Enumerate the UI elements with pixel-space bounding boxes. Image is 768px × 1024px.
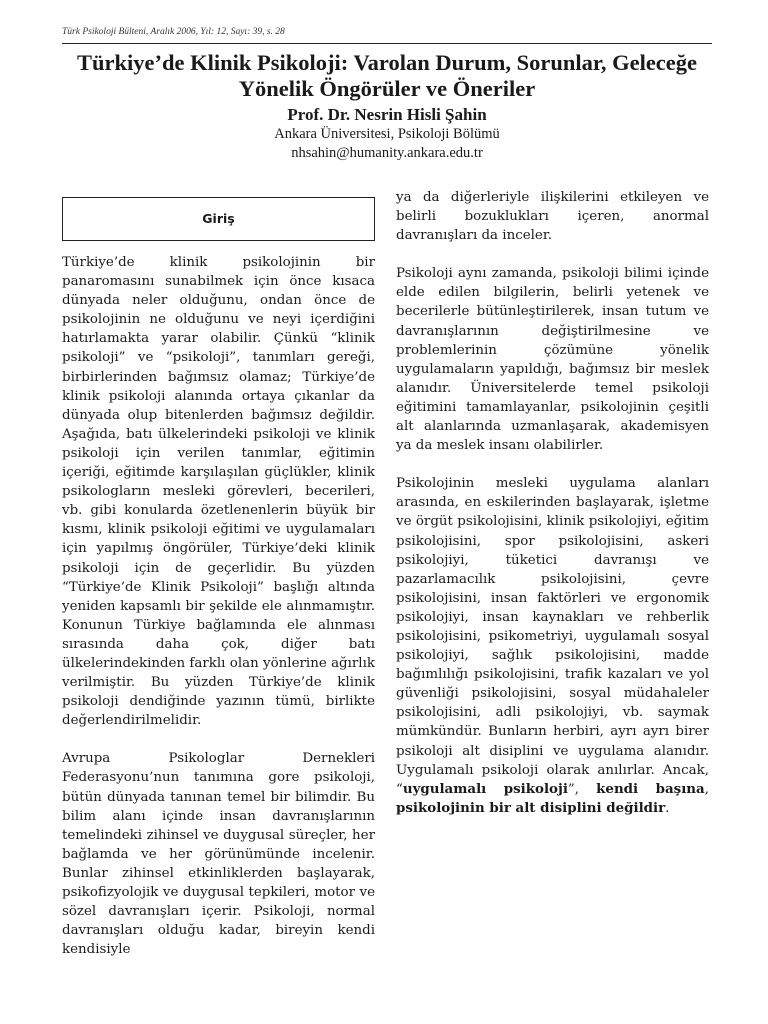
author-email: nhsahin@humanity.ankara.edu.tr <box>291 145 483 161</box>
paragraph-text: ”, <box>567 781 597 797</box>
paragraph-text: , <box>704 781 709 797</box>
bold-phrase: uygulamalı psikoloji <box>402 780 568 797</box>
header-rule <box>62 43 712 44</box>
left-column <box>62 189 375 978</box>
title-block <box>62 50 712 163</box>
paragraph: ya da diğerleriyle ilişkilerini etkileyen ve belirli bozuklukları içeren, anormal davranışları da inceler. <box>396 190 709 244</box>
paragraph <box>396 474 709 818</box>
section-heading-box <box>62 197 375 241</box>
bold-phrase: kendi başına <box>596 780 705 797</box>
author-name: Prof. Dr. Nesrin Hisli Şahin <box>287 105 487 124</box>
author-affiliation: Ankara Üniversitesi, Psikoloji Bölümü <box>274 126 500 142</box>
right-column <box>396 188 709 837</box>
paragraph: Türkiye’de klinik psikolojinin bir panaromasını sunabilmek için önce kısaca dünyada neler olduğunu, ondan önce de psikolojinin ne olduğunu ve neyi içerdiğini hatırlamakta yarar olabilir. Çünkü “klinik psikoloji” ve “psikoloji”, tanımları gereği, birbirlerinden bağımsız olamaz; Türkiye’de klinik psikoloji alanında ortaya çıkanlar da dünyada olup bitenlerden bağımsız değildir. Aşağıda, batı ülkelerindeki psikoloji ve klinik psikoloji için verilen tanımlar, eğitimin içeriği, eğitimde karşılaşılan güçlükler, klinik psikologların mesleki görevleri, becerileri, vb. gibi konularda özetlenenlerin büyük bir kısmı, klinik psikoloji eğitimi ve uygulamaları için yapılmış öngörüler, Türkiye’deki klinik psikoloji için de geçerlidir. Bu yüzden “Türkiye’de Klinik Psikoloji” başlığı altında yeniden kapsamlı bir şekilde ele alınmamıştır. Konunun Türkiye bağlamında ele alınması sırasında daha çok, diğer batı ülkelerindekinden farklı olan yönlerine ağırlık verilmiştir. Bu yüzden Türkiye’de klinik psikoloji dendiğinde yazının tümü, birlikte değerlendirilmelidir. <box>62 255 375 729</box>
article-title: Türkiye’de Klinik Psikoloji: Varolan Durum, Sorunlar, Geleceğe Yönelik Öngörüler ve Öneriler <box>76 50 698 101</box>
bold-phrase: psikolojinin bir alt disiplini değildir <box>396 799 666 816</box>
running-head: Türk Psikoloji Bülteni, Aralık 2006, Yıl: 12, Sayı: 39, s. 28 <box>62 27 285 37</box>
paragraph-text: . <box>665 800 670 816</box>
paragraph: Avrupa Psikologlar Dernekleri Federasyonu’nun tanımına gore psikoloji, bütün dünyada tanınan temel bir bilimdir. Bu bilim alanı içinde insan davranışlarının temelindeki zihinsel ve duygusal süreçler, her bağlamda ve her görünümünde incelenir. Bunlar zihinsel etkinliklerden başlayarak, psikofizyolojik ve duygusal tepkileri, motor ve sözel davranışları içerir. Psikoloji, normal davranışları olduğu kadar, bireyin kendi kendisiyle <box>62 751 375 958</box>
paragraph: Psikoloji aynı zamanda, psikoloji bilimi içinde elde edilen bilgilerin, belirli yetenek ve becerilerle bütünleştirilerek, insan tutum ve davranışlarının değiştirilmesine ve problemlerinin çözümüne yönelik uygulamaların yapıldığı, bağımsız bir meslek alanıdır. Üniversitelerde temel psikoloji eğitimini tamamlayanlar, psikolojinin çeşitli alt alanlarında uzmanlaşarak, akademisyen ya da meslek insanı olabilirler. <box>396 266 709 454</box>
section-title: Giriş <box>202 211 235 227</box>
paragraph-text: Psikolojinin mesleki uygulama alanları arasında, en eskilerinden başlayarak, işletme ve örgüt psikolojisini, klinik psikolojiyi, eğitim psikolojisini, spor psikolojisini, askeri psikolojiyi, tüketici davranışı ve pazarlamacılık psikolojisini, çevre psikolojisini, insan faktörleri ve ergonomik psikolojiyi, insan kaynakları ve rehberlik psikolojisini, psikometriyi, uygulamalı sosyal psikolojiyi, sağlık psikolojisini, madde bağımlılığı psikolojisini, trafik kazaları ve yol güvenliği psikolojisini, sosyal müdahaleler psikolojisini, adli psikolojiyi, vb. saymak mümkündür. Bunların herbiri, ayrı ayrı birer psikoloji alt disiplini ve uygulama alanıdır. Uygulamalı psikoloji olarak anılırlar. Ancak, “ <box>396 476 709 797</box>
